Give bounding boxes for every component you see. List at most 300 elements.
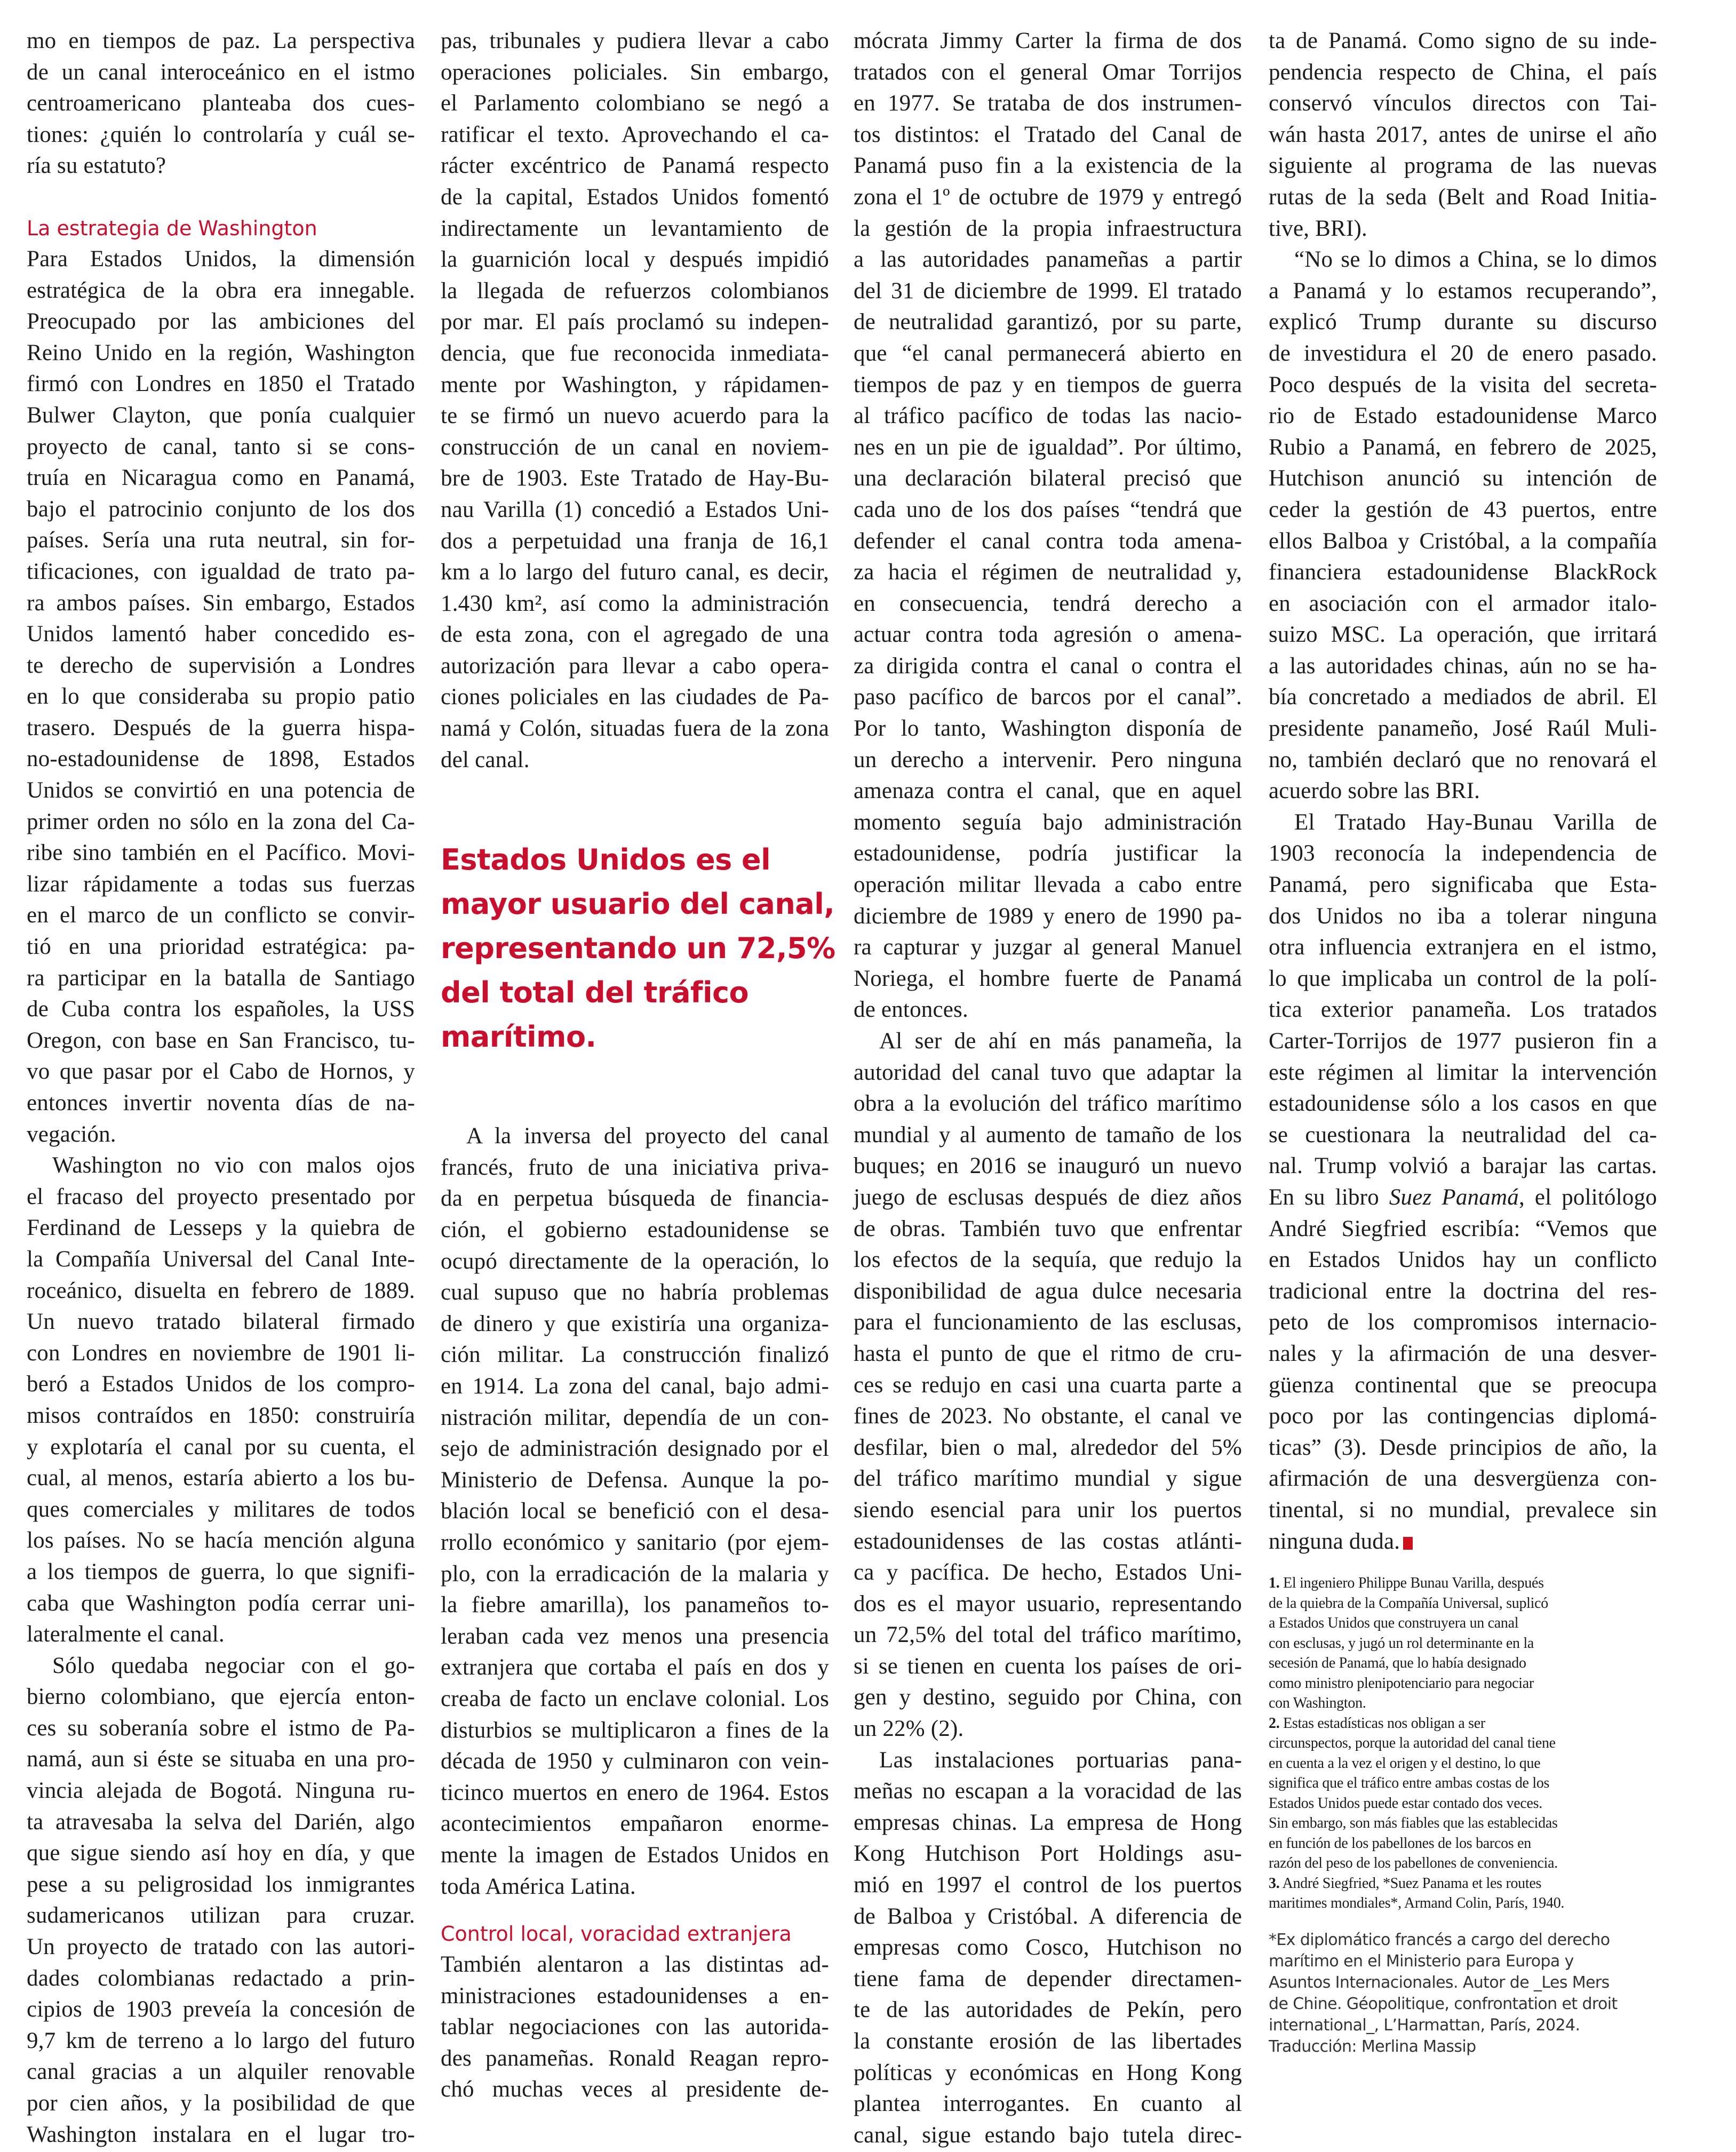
text-line: Poco después de la visita del secreta- xyxy=(1269,372,1657,397)
text-line: un 22% (2). xyxy=(854,1716,964,1742)
text-line: de un canal interoceánico en el istmo xyxy=(27,59,415,85)
text-line: tos distintos: el Tratado del Canal de xyxy=(854,122,1242,147)
footnote-line: Estados Unidos puede estar contado dos veces. xyxy=(1269,1795,1542,1812)
text-line: dencia, que fue reconocida inmediata- xyxy=(441,340,829,366)
footnote-line: en cuenta a la vez el origen y el destino, lo que xyxy=(1269,1755,1541,1772)
text-line: estadounidense, podría justificar la xyxy=(854,841,1242,866)
text-line: la guarnición local y después impidió xyxy=(441,247,829,273)
text-line: en asociación con el armador italo- xyxy=(1269,591,1657,616)
footnote-item xyxy=(1269,1713,1657,1874)
text-line: tiene fama de depender directamen- xyxy=(854,1966,1242,1991)
text-line: de Balboa y Cristóbal. A diferencia de xyxy=(854,1903,1242,1929)
text-line: estratégica de la obra era innegable. xyxy=(27,277,415,303)
text-line: empresas chinas. La empresa de Hong xyxy=(854,1810,1242,1835)
footnote-line: maritimes mondiales*, Armand Colin, París, 1940. xyxy=(1269,1895,1565,1912)
text-line: no-estadounidense de 1898, Estados xyxy=(27,746,415,772)
text-line: rácter excéntrico de Panamá respecto xyxy=(441,153,829,179)
text-line: Por lo tanto, Washington disponía de xyxy=(854,716,1242,742)
text-line: a las autoridades panameñas a partir xyxy=(854,247,1242,273)
text-line: no, también declaró que no renovará el xyxy=(1269,747,1657,772)
text-line: Hutchison anunció su intención de xyxy=(1269,466,1657,491)
text-line: en consecuencia, tendrá derecho a xyxy=(854,591,1242,616)
text-line: bierno colombiano, que ejercía enton- xyxy=(27,1684,415,1710)
text-line: en lo que consideraba su propio patio xyxy=(27,684,415,710)
pull-quote-line: del total del tráfico xyxy=(441,976,749,1010)
text-line: se cuestionara la neutralidad del ca- xyxy=(1269,1122,1657,1147)
text-line: Las instalaciones portuarias pana- xyxy=(879,1747,1242,1773)
text-line: caba que Washington podía cerrar uni- xyxy=(27,1590,415,1616)
text-line: ellos Balboa y Cristóbal, a la compañía xyxy=(1269,528,1657,554)
text-line: la llegada de refuerzos colombianos xyxy=(441,278,829,304)
text-line: defender el canal contra toda amena- xyxy=(854,528,1242,554)
text-line: de Cuba contra los españoles, la USS xyxy=(27,997,415,1022)
text-line: la fiebre amarilla), los panameños to- xyxy=(441,1592,829,1618)
text-line: des panameñas. Ronald Reagan repro- xyxy=(441,2045,829,2071)
text-line: nal. Trump volvió a barajar las cartas. xyxy=(1269,1153,1657,1179)
pull-quote-line: representando un 72,5% xyxy=(441,931,835,966)
text-line: en el marco de un conflicto se convir- xyxy=(27,903,415,928)
text-line: los países. No se hacía mención alguna xyxy=(27,1528,415,1553)
text-line: peto de los compromisos internacio- xyxy=(1269,1310,1657,1335)
text-line: Rubio a Panamá, en febrero de 2025, xyxy=(1269,434,1657,460)
text-line: Preocupado por las ambiciones del xyxy=(27,309,415,334)
article-column-3 xyxy=(854,26,1242,2151)
spacer xyxy=(441,807,829,838)
footnote-text: Estas estadísticas nos obligan a ser xyxy=(1283,1715,1485,1732)
text-line: tiones: ¿quién lo controlaría y cuál se- xyxy=(27,122,415,147)
section-subheading: Control local, voracidad extranjera xyxy=(441,1922,792,1946)
text-line: lizar rápidamente a todas sus fuerzas xyxy=(27,871,415,897)
text-line: ticinco muertos en enero de 1964. Estos xyxy=(441,1780,829,1805)
body-paragraph xyxy=(854,1745,1242,2151)
text-line: namá y Colón, situadas fuera de la zona xyxy=(441,716,829,742)
text-line: de la capital, Estados Unidos fomentó xyxy=(441,184,829,210)
text-line: amenaza contra el canal, que en aquel xyxy=(854,778,1242,804)
text-line: a Panamá y lo estamos recuperando”, xyxy=(1269,278,1657,304)
spacer xyxy=(27,182,415,213)
text-line: presidente panameño, José Raúl Muli- xyxy=(1269,716,1657,742)
text-line: ceder la gestión de 43 puertos, entre xyxy=(1269,497,1657,522)
text-line: zona el 1º de octubre de 1979 y entregó xyxy=(854,184,1242,210)
text-line: vo que pasar por el Cabo de Hornos, y xyxy=(27,1059,415,1085)
text-line: buques; en 2016 se inauguró un nuevo xyxy=(854,1153,1242,1179)
text-line: lateralmente el canal. xyxy=(27,1622,225,1647)
text-line: toda América Latina. xyxy=(441,1874,636,1899)
pull-quote-line: Estados Unidos es el xyxy=(441,843,771,877)
text-line: Noriega, el hombre fuerte de Panamá xyxy=(854,966,1242,991)
text-line: beró a Estados Unidos de los compro- xyxy=(27,1372,415,1397)
footnote-line: con esclusas, y jugó un rol determinante en la xyxy=(1269,1635,1534,1652)
text-line: meñas no escapan a la voracidad de las xyxy=(854,1779,1242,1804)
text-line: de entonces. xyxy=(854,997,968,1023)
body-paragraph xyxy=(441,1949,829,2106)
text-line: afirmación de una desvergüenza con- xyxy=(1269,1466,1657,1492)
text-line: ra participar en la batalla de Santiago xyxy=(27,965,415,991)
text-line: Para Estados Unidos, la dimensión xyxy=(27,246,415,272)
end-of-article-marker-icon xyxy=(1403,1537,1413,1550)
text-line: ques comerciales y militares de todos xyxy=(27,1496,415,1522)
body-paragraph xyxy=(441,1121,829,1902)
text-line: namá, aun si éste se situaba en una pro- xyxy=(27,1747,415,1772)
text-line: fines de 2023. No obstante, el canal ve xyxy=(854,1404,1242,1429)
text-line: wán hasta 2017, antes de unirse el año xyxy=(1269,122,1657,147)
text-line: vegación. xyxy=(27,1121,116,1147)
text-line: Ministerio de Defensa. Aunque la po- xyxy=(441,1467,829,1493)
text-line: si se tienen en cuenta los países de ori- xyxy=(854,1653,1242,1679)
text-line: la constante erosión de las libertades xyxy=(854,2029,1242,2054)
text-line: francés, fruto de una iniciativa priva- xyxy=(441,1154,829,1180)
footnote-line: significa que el tráfico entre ambas costas de los xyxy=(1269,1775,1550,1792)
text-line: te se firmó un nuevo acuerdo para la xyxy=(441,403,829,429)
text-line: roceánico, disuelta en febrero de 1889. xyxy=(27,1278,415,1303)
text-line: nales y la afirmación de una desver- xyxy=(1269,1341,1657,1366)
text-line: de investidura el 20 de enero pasado. xyxy=(1269,340,1657,366)
text-line: Al ser de ahí en más panameña, la xyxy=(879,1029,1242,1054)
text-line: poco por las contingencias diplomá- xyxy=(1269,1404,1657,1429)
text-line: y explotaría el canal por su cuenta, el xyxy=(27,1434,415,1460)
text-line: autorización para llevar a cabo opera- xyxy=(441,653,829,679)
text-line: con Londres en noviembre de 1901 li- xyxy=(27,1340,415,1366)
footnote-line xyxy=(1269,1874,1657,1894)
spacer xyxy=(441,1059,829,1090)
text-line: 1.430 km², así como la administración xyxy=(441,591,829,616)
body-paragraph xyxy=(1269,244,1657,807)
pull-quote xyxy=(441,838,835,1059)
text-line: suizo MSC. La operación, que irritará xyxy=(1269,622,1657,648)
text-line: te derecho de supervisión a Londres xyxy=(27,652,415,678)
footnote-line: secesión de Panamá, que lo había designado xyxy=(1269,1655,1526,1672)
text-line: firmó con Londres en 1850 el Tratado xyxy=(27,371,415,397)
text-line: empresas como Cosco, Hutchison no xyxy=(854,1935,1242,1960)
text-line: un 72,5% del total del tráfico marítimo, xyxy=(854,1622,1242,1648)
text-line: pese a su peligrosidad los inmigrantes xyxy=(27,1871,415,1897)
text-line: obra a la evolución del tráfico marítimo xyxy=(854,1091,1242,1117)
spacer xyxy=(1269,1914,1657,1930)
footnote-line: en función de los pabellones de los barcos en xyxy=(1269,1835,1531,1852)
text-line: sejo de administración designado por el xyxy=(441,1436,829,1462)
text-line: bía concretado a mediados de abril. El xyxy=(1269,684,1657,710)
text-line: ría su estatuto? xyxy=(27,153,166,179)
text-line: tica exterior panameña. Los tratados xyxy=(1269,997,1657,1023)
author-bio-line: Traducción: Merlina Massip xyxy=(1269,2037,1476,2056)
text-line: a los tiempos de guerra, lo que signifi- xyxy=(27,1559,415,1584)
text-line: estadounidense sólo a los casos en que xyxy=(1269,1091,1657,1117)
text-line: del canal. xyxy=(441,747,530,772)
text-line: Bulwer Clayton, que ponía cualquier xyxy=(27,402,415,428)
text-line: Un proyecto de tratado con las autori- xyxy=(27,1934,415,1960)
text-line: canal gracias a un alquiler renovable xyxy=(27,2059,415,2085)
text-line: siendo esencial para unir los puertos xyxy=(854,1497,1242,1523)
spacer xyxy=(441,1902,829,1918)
text-line: leraban cada vez menos una presencia xyxy=(441,1623,829,1649)
article-column-4 xyxy=(1269,26,1657,2058)
text-line: nau Varilla (1) concedió a Estados Uni- xyxy=(441,497,829,522)
text-line: este régimen al limitar la intervención xyxy=(1269,1059,1657,1085)
text-line: ta atravesaba la selva del Darién, algo xyxy=(27,1809,415,1835)
text-line: tificaciones, con igualdad de trato pa- xyxy=(27,559,415,584)
body-paragraph xyxy=(1269,807,1657,1557)
text-line: operación militar llevada a cabo entre xyxy=(854,872,1242,898)
footnote-line xyxy=(1269,1573,1657,1593)
text-line: paso pacífico de barcos por el canal”. xyxy=(854,684,1242,710)
author-bio-line: international_, L’Harmattan, París, 2024. xyxy=(1269,2015,1580,2035)
text-line: un derecho a intervenir. Pero ninguna xyxy=(854,747,1242,772)
text-line: Carter-Torrijos de 1977 pusieron fin a xyxy=(1269,1029,1657,1054)
text-line: Sólo quedaba negociar con el go- xyxy=(52,1653,415,1678)
body-paragraph xyxy=(854,26,1242,1026)
text-line: mundial y al aumento de tamaño de los xyxy=(854,1122,1242,1147)
text-line: nes en un pie de igualdad”. Por último, xyxy=(854,434,1242,460)
text-line: gen y destino, seguido por China, con xyxy=(854,1685,1242,1710)
text-line: “No se lo dimos a China, se lo dimos xyxy=(1294,247,1657,273)
text-line: tive, BRI). xyxy=(1269,216,1367,241)
footnote-line: con Washington. xyxy=(1269,1695,1366,1712)
text-line: 9,7 km de terreno a lo largo del futuro xyxy=(27,2028,415,2053)
text-line: mente por Washington, y rápidamen- xyxy=(441,372,829,397)
text-line: tiempos de paz y en tiempos de guerra xyxy=(854,372,1242,397)
text-line: te de las autoridades de Pekín, pero xyxy=(854,1997,1242,2023)
text-line: dades colombianas redactado a prin- xyxy=(27,1965,415,1991)
footnote-line: circunspectos, porque la autoridad del canal tiene xyxy=(1269,1735,1556,1752)
text-line: cada uno de los dos países “tendrá que xyxy=(854,497,1242,522)
text-line: rutas de la seda (Belt and Road Initia- xyxy=(1269,184,1657,210)
text-line: cual supuso que no habría problemas xyxy=(441,1280,829,1305)
text-line: ministraciones estadounidenses a en- xyxy=(441,1983,829,2008)
text-line: tratados con el general Omar Torrijos xyxy=(854,59,1242,85)
text-line: acuerdo sobre las BRI. xyxy=(1269,778,1480,804)
text-line: plantea interrogantes. En cuanto al xyxy=(854,2091,1242,2117)
text-line: da en perpetua búsqueda de financia- xyxy=(441,1186,829,1212)
text-line: de esta zona, con el agregado de una xyxy=(441,622,829,648)
text-line: güenza continental que se preocupa xyxy=(1269,1372,1657,1398)
text-line: indirectamente un levantamiento de xyxy=(441,216,829,241)
text-line: ocupó directamente de la operación, lo xyxy=(441,1248,829,1274)
text-line: juego de esclusas después de diez años xyxy=(854,1184,1242,1210)
text-line: autoridad del canal tuvo que adaptar la xyxy=(854,1059,1242,1085)
text-line: que “el canal permanecerá abierto en xyxy=(854,340,1242,366)
text-line: tió en una prioridad estratégica: pa- xyxy=(27,934,415,960)
text-line: que sigue siendo así hoy en día, y que xyxy=(27,1840,415,1866)
text-line: ra capturar y juzgar al general Manuel xyxy=(854,935,1242,960)
text-line: Unidos se convirtió en una potencia de xyxy=(27,778,415,803)
text-line: de neutralidad garantizó, por su parte, xyxy=(854,309,1242,335)
text-line: disponibilidad de agua dulce necesaria xyxy=(854,1278,1242,1304)
text-line: misos contraídos en 1850: construiría xyxy=(27,1402,415,1428)
text-line: la gestión de la propia infraestructura xyxy=(854,216,1242,241)
text-line: km a lo largo del futuro canal, es decir, xyxy=(441,560,829,585)
body-paragraph xyxy=(27,1150,415,1651)
text-line: Oregon, con base en San Francisco, tu- xyxy=(27,1027,415,1053)
text-line: entonces invertir noventa días de na- xyxy=(27,1090,415,1115)
text-line: ca y pacífica. De hecho, Estados Uni- xyxy=(854,1560,1242,1585)
text-line: bajo el patrocinio conjunto de los dos xyxy=(27,496,415,522)
pull-quote-line: marítimo. xyxy=(441,1020,596,1054)
text-line: políticas y económicas en Hong Kong xyxy=(854,2060,1242,2085)
text-line: momento seguía bajo administración xyxy=(854,809,1242,835)
author-bio xyxy=(1269,1930,1657,2058)
text-line: del 31 de diciembre de 1999. El tratado xyxy=(854,278,1242,304)
text-line: Washington no vio con malos ojos xyxy=(52,1153,415,1178)
text-line: Reino Unido en la región, Washington xyxy=(27,340,415,365)
text-line: tablar negociaciones con las autorida- xyxy=(441,2014,829,2040)
text-line: en Estados Unidos hay un conflicto xyxy=(1269,1247,1657,1273)
text-line: Kong Hutchison Port Holdings asu- xyxy=(854,1841,1242,1867)
text-line: blación local se benefició con el desa- xyxy=(441,1499,829,1524)
text-line: disturbios se multiplicaron a fines de la xyxy=(441,1717,829,1743)
body-paragraph xyxy=(27,1651,415,2151)
text-line: Panamá puso fin a la existencia de la xyxy=(854,153,1242,179)
text-line: mócrata Jimmy Carter la firma de dos xyxy=(854,28,1242,53)
text-line: pendencia respecto de China, el país xyxy=(1269,59,1657,85)
text-line: ción militar. La construcción finalizó xyxy=(441,1342,829,1368)
footnote-line xyxy=(1269,1713,1657,1734)
text-line: diciembre de 1989 y enero de 1990 pa- xyxy=(854,903,1242,929)
text-line: del tráfico marítimo mundial y sigue xyxy=(854,1466,1242,1492)
footnote-line: razón del peso de los pabellones de conveniencia. xyxy=(1269,1855,1558,1872)
text-line: truía en Nicaragua como en Panamá, xyxy=(27,465,415,491)
text-line: dos es el mayor usuario, representando xyxy=(854,1591,1242,1616)
footnote-line: Sin embargo, son más fiables que las establecidas xyxy=(1269,1815,1558,1832)
text-line: centroamericano planteaba dos cues- xyxy=(27,91,415,116)
text-line: extranjera que cortaba el país en dos y xyxy=(441,1655,829,1680)
text-line: por cien años, y la posibilidad de que xyxy=(27,2091,415,2116)
text-line: acontecimientos empañaron enorme- xyxy=(441,1811,829,1837)
text-line: Unidos lamentó haber concedido es- xyxy=(27,621,415,647)
text-line: otra influencia extranjera en el istmo, xyxy=(1269,935,1657,960)
text-line: desfilar, bien o mal, alrededor del 5% xyxy=(854,1434,1242,1460)
text-line: za dirigida contra el canal o contra el xyxy=(854,653,1242,679)
footnote-item xyxy=(1269,1874,1657,1914)
footnotes xyxy=(1269,1573,1657,1914)
text-line: Un nuevo tratado bilateral firmado xyxy=(27,1309,415,1335)
text-line: hasta el punto de que el ritmo de cru- xyxy=(854,1341,1242,1366)
text-line: estadounidenses de las costas atlánti- xyxy=(854,1528,1242,1554)
text-line: En su libro Suez Panamá, el politólogo xyxy=(1269,1184,1657,1210)
text-line: financiera estadounidense BlackRock xyxy=(1269,560,1657,585)
footnote-number: 2. xyxy=(1269,1715,1280,1732)
text-line: vincia alejada de Bogotá. Ninguna ru- xyxy=(27,1778,415,1804)
text-line: ciones policiales en las ciudades de Pa- xyxy=(441,684,829,710)
text-line: mente la imagen de Estados Unidos en xyxy=(441,1842,829,1868)
text-line: los efectos de la sequía, que redujo la xyxy=(854,1247,1242,1273)
text-line: construcción de un canal en noviem- xyxy=(441,434,829,460)
text-line: de obras. También tuvo que enfrentar xyxy=(854,1216,1242,1241)
text-line: por mar. El país proclamó su indepen- xyxy=(441,309,829,335)
footnote-text: André Siegfried, *Suez Panama et les routes xyxy=(1282,1875,1542,1892)
text-line: ces se redujo en casi una cuarta parte a xyxy=(854,1372,1242,1398)
text-line: al tráfico pacífico de todas las nacio- xyxy=(854,403,1242,429)
author-bio-line: Asuntos Internacionales. Autor de _Les Mers xyxy=(1269,1973,1610,1992)
footnote-number: 3. xyxy=(1269,1875,1280,1892)
text-line: dos a perpetuidad una franja de 16,1 xyxy=(441,528,829,554)
text-line: operaciones policiales. Sin embargo, xyxy=(441,59,829,85)
spacer xyxy=(1269,1557,1657,1573)
text-line: André Siegfried escribía: “Vemos que xyxy=(1269,1216,1657,1241)
text-line: lo que implicaba un control de la polí- xyxy=(1269,966,1657,991)
article-column-1 xyxy=(27,26,415,2150)
text-line: de dinero y que existiría una organiza- xyxy=(441,1311,829,1336)
text-line: bre de 1903. Este Tratado de Hay-Bu- xyxy=(441,466,829,491)
text-line: sudamericanos utilizan para cruzar. xyxy=(27,1903,415,1928)
text-line: El Tratado Hay-Bunau Varilla de xyxy=(1294,809,1657,835)
author-bio-line: *Ex diplomático francés a cargo del derecho xyxy=(1269,1930,1610,1949)
pull-quote-line: mayor usuario del canal, xyxy=(441,887,835,921)
text-line: el Parlamento colombiano se negó a xyxy=(441,91,829,116)
text-line: actuar contra toda agresión o amena- xyxy=(854,622,1242,648)
text-line: chó muchas veces al presidente de- xyxy=(441,2077,829,2102)
text-line: ticas” (3). Desde principios de año, la xyxy=(1269,1434,1657,1460)
text-line: el fracaso del proyecto presentado por xyxy=(27,1184,415,1209)
text-line: siguiente al programa de las nuevas xyxy=(1269,153,1657,179)
spacer xyxy=(441,1090,829,1121)
text-line: plo, con la erradicación de la malaria y xyxy=(441,1561,829,1587)
text-line: explicó Trump durante su discurso xyxy=(1269,309,1657,335)
text-line: canal, sigue estando bajo tutela direc- xyxy=(854,2122,1242,2148)
footnote-line: de la quiebra de la Compañía Universal, suplicó xyxy=(1269,1595,1548,1612)
text-line: Washington instalara en el lugar tro- xyxy=(27,2122,415,2147)
article-column-2 xyxy=(441,26,835,2106)
body-paragraph xyxy=(27,244,415,1150)
text-line: ninguna duda. xyxy=(1269,1526,1657,1558)
body-paragraph xyxy=(27,26,415,182)
text-line: pas, tribunales y pudiera llevar a cabo xyxy=(441,28,829,53)
text-line: ribe sino también en el Pacífico. Movi- xyxy=(27,840,415,866)
text-line: trasero. Después de la guerra hispa- xyxy=(27,715,415,740)
body-paragraph xyxy=(854,1026,1242,1745)
spacer xyxy=(441,776,829,807)
text-line: en 1977. Se trataba de dos instrumen- xyxy=(854,91,1242,116)
text-line: Panamá, pero significaba que Esta- xyxy=(1269,872,1657,898)
text-line: creaba de facto un enclave colonial. Los xyxy=(441,1686,829,1711)
text-line: para el funcionamiento de las esclusas, xyxy=(854,1310,1242,1335)
text-line: proyecto de canal, tanto si se cons- xyxy=(27,434,415,459)
text-line: una declaración bilateral precisó que xyxy=(854,466,1242,491)
text-line: rio de Estado estadounidense Marco xyxy=(1269,403,1657,429)
text-line: rrollo económico y sanitario (por ejem- xyxy=(441,1529,829,1555)
text-line: conservó vínculos directos con Tai- xyxy=(1269,91,1657,116)
text-line: cipios de 1903 preveía la concesión de xyxy=(27,1997,415,2022)
text-line: mió en 1997 el control de los puertos xyxy=(854,1872,1242,1898)
text-line: primer orden no sólo en la zona del Ca- xyxy=(27,809,415,834)
footnote-text: El ingeniero Philippe Bunau Varilla, después xyxy=(1283,1575,1544,1592)
text-line: ratificar el texto. Aprovechando el ca- xyxy=(441,122,829,147)
footnote-number: 1. xyxy=(1269,1575,1280,1592)
text-line: mo en tiempos de paz. La perspectiva xyxy=(27,28,415,53)
body-paragraph xyxy=(1269,26,1657,244)
body-paragraph xyxy=(441,26,829,776)
text-line: en 1914. La zona del canal, bajo admi- xyxy=(441,1374,829,1399)
text-line: tradicional entre la doctrina del res- xyxy=(1269,1278,1657,1304)
text-line: ción, el gobierno estadounidense se xyxy=(441,1217,829,1243)
footnote-line: como ministro plenipotenciario para negociar xyxy=(1269,1675,1534,1692)
text-line: ra ambos países. Sin embargo, Estados xyxy=(27,590,415,616)
text-line: cual, al menos, estaría abierto a los bu- xyxy=(27,1465,415,1491)
text-line: a las autoridades chinas, aún no se ha- xyxy=(1269,653,1657,679)
text-line: Ferdinand de Lesseps y la quiebra de xyxy=(27,1215,415,1241)
text-line: 1903 reconocía la independencia de xyxy=(1269,841,1657,866)
author-bio-line: marítimo en el Ministerio para Europa y xyxy=(1269,1951,1574,1971)
text-line: A la inversa del proyecto del canal xyxy=(466,1123,829,1149)
text-line: ces su soberanía sobre el istmo de Pa- xyxy=(27,1715,415,1741)
text-line: países. Sería una ruta neutral, sin for- xyxy=(27,528,415,553)
text-line: dos Unidos no iba a tolerar ninguna xyxy=(1269,903,1657,929)
text-line: década de 1950 y culminaron con vein- xyxy=(441,1749,829,1774)
text-line: ta de Panamá. Como signo de su inde- xyxy=(1269,28,1657,53)
author-bio-line: de Chine. Géopolitique, confrontation et droit xyxy=(1269,1994,1618,2013)
text-line: la Compañía Universal del Canal Inte- xyxy=(27,1246,415,1272)
text-line: nistración militar, dependía de un con- xyxy=(441,1405,829,1430)
section-subheading: La estrategia de Washington xyxy=(27,216,317,240)
